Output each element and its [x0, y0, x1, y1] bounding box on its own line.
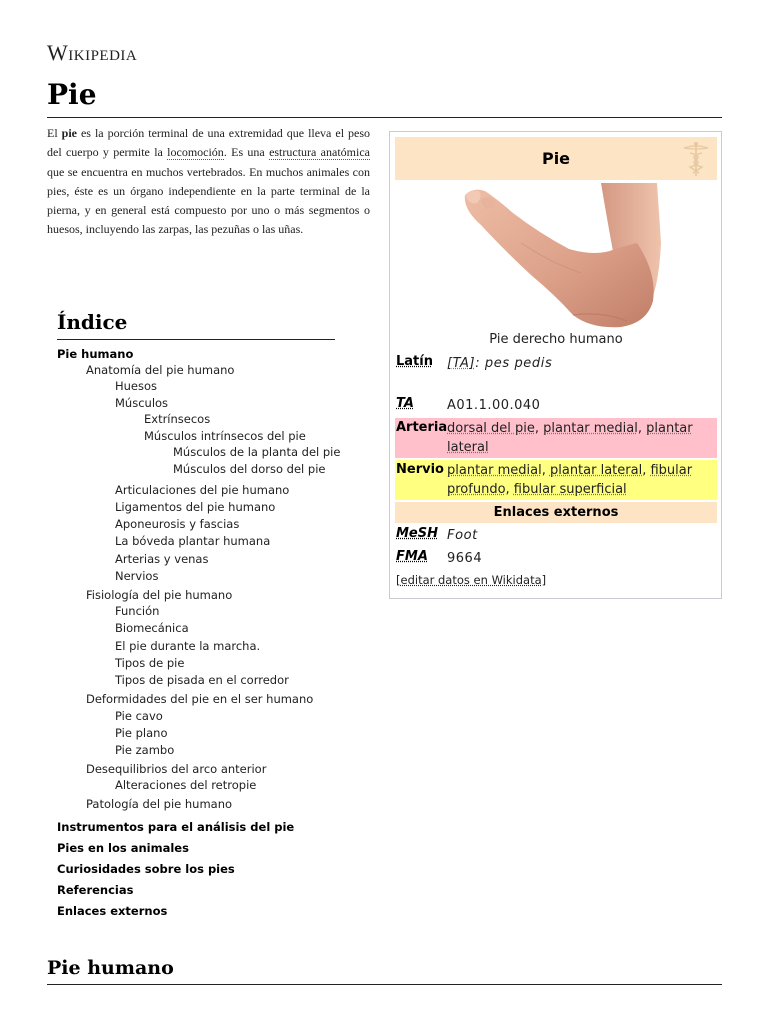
link-fibular-profundo[interactable]: fibular profundo	[447, 463, 693, 497]
title-divider	[47, 117, 722, 118]
row-ta	[395, 396, 717, 417]
toc-title: Índice	[57, 310, 128, 334]
link-fibular-superficial[interactable]: fibular superficial	[513, 482, 627, 497]
infobox-title: Pie	[541, 149, 571, 168]
toc-item[interactable]: Músculos intrínsecos del pie	[144, 429, 306, 443]
toc-item[interactable]: Músculos del dorso del pie	[173, 462, 326, 476]
toc-item[interactable]: Huesos	[115, 379, 158, 393]
intro-text: que se encuentra en muchos vertebrados. En muchos animales con pies, éste es un órgano independiente en la parte terminal de la pierna, y en general está compuesto por uno o más segmentos o huesos, incluyendo las zarpas, las pezuñas o las uñas.	[47, 164, 370, 237]
link-plantar-medial[interactable]: plantar medial	[543, 421, 638, 436]
toc-item[interactable]: Aponeurosis y fascias	[115, 517, 240, 531]
value-ta: A01.1.00.040	[447, 398, 541, 413]
value-fma[interactable]: 9664	[447, 551, 483, 566]
link-ta[interactable]: [TA]	[447, 356, 476, 371]
toc-item[interactable]: Pie zambo	[115, 743, 175, 757]
row-fma	[395, 549, 717, 570]
toc-item[interactable]: Pie humano	[57, 347, 134, 361]
toc-item[interactable]: Nervios	[115, 569, 159, 583]
toc-item[interactable]: Músculos	[115, 396, 169, 410]
value-mesh[interactable]: Foot	[447, 528, 478, 543]
toc-divider	[57, 339, 335, 340]
toc-item[interactable]: Desequilibrios del arco anterior	[86, 762, 267, 776]
foot-image[interactable]	[451, 183, 663, 330]
link-estructura-anatomica[interactable]: estructura anatómica	[269, 145, 370, 160]
link-locomocion[interactable]: locomoción	[167, 145, 224, 160]
toc-item[interactable]: Anatomía del pie humano	[86, 363, 235, 377]
page-title: Pie	[47, 78, 97, 111]
link-plantar-medial[interactable]: plantar medial	[447, 463, 542, 478]
toc-item[interactable]: Función	[115, 604, 160, 618]
row-latin	[395, 354, 717, 394]
toc-item[interactable]: Deformidades del pie en el ser humano	[86, 692, 314, 706]
value-nervio: plantar medial, plantar lateral, fibular profundo, fibular superficial	[447, 463, 693, 497]
bracket: ]	[541, 573, 547, 587]
label-ta[interactable]: TA	[396, 396, 414, 411]
infobox	[389, 131, 722, 599]
label-mesh[interactable]: MeSH	[396, 526, 438, 541]
latin-text: : pes pedis	[475, 356, 553, 371]
row-arteria	[395, 418, 717, 458]
bracket: [	[396, 573, 401, 587]
toc-item[interactable]: Curiosidades sobre los pies	[57, 862, 235, 876]
toc-item[interactable]: Enlaces externos	[57, 904, 168, 918]
caduceus-icon	[681, 141, 711, 177]
value-latin	[447, 354, 713, 373]
toc-item[interactable]: Fisiología del pie humano	[86, 588, 233, 602]
intro-text: . Es una	[223, 145, 270, 160]
value-arteria: dorsal del pie, plantar medial, plantar lateral	[447, 421, 693, 455]
toc-item[interactable]: Referencias	[57, 883, 134, 897]
intro-text: es la porción terminal de una extremidad que lleva el peso del cuerpo y permite la	[47, 126, 370, 160]
toc-item[interactable]: Pie plano	[115, 726, 168, 740]
wikipedia-logo[interactable]: Wikipedia	[47, 40, 138, 65]
edit-wikidata	[396, 573, 546, 587]
image-caption: Pie derecho humano	[489, 332, 623, 347]
external-links-header: Enlaces externos	[395, 502, 717, 523]
toc-item[interactable]: Extrínsecos	[144, 412, 211, 426]
link-plantar-lateral[interactable]: plantar lateral	[447, 421, 693, 455]
toc-item[interactable]: Músculos de la planta del pie	[173, 445, 341, 459]
toc-item[interactable]: Patología del pie humano	[86, 797, 233, 811]
toc-item[interactable]: Pies en los animales	[57, 841, 189, 855]
label-fma[interactable]: FMA	[396, 549, 428, 564]
row-nervio	[395, 460, 717, 500]
label-arteria: Arteria	[396, 420, 448, 435]
edit-wikidata-link[interactable]: editar datos en Wikidata	[400, 573, 542, 587]
intro-bold-term: pie	[61, 126, 77, 140]
toc-item[interactable]: El pie durante la marcha.	[115, 639, 261, 653]
toc-item[interactable]: Tipos de pisada en el corredor	[115, 673, 289, 687]
intro-paragraph	[47, 124, 370, 240]
link-dorsal-del-pie[interactable]: dorsal del pie	[447, 421, 535, 436]
toc-item[interactable]: Tipos de pie	[115, 656, 185, 670]
section-divider	[47, 984, 722, 985]
toc-item[interactable]: Pie cavo	[115, 709, 163, 723]
toc-item[interactable]: La bóveda plantar humana	[115, 534, 271, 548]
row-mesh	[395, 526, 717, 547]
toc-item[interactable]: Arterias y venas	[115, 552, 209, 566]
toc-item[interactable]: Articulaciones del pie humano	[115, 483, 290, 497]
link-plantar-lateral[interactable]: plantar lateral	[549, 463, 643, 478]
infobox-header	[395, 137, 717, 180]
toc-item[interactable]: Biomecánica	[115, 621, 189, 635]
label-latin[interactable]: Latín	[396, 354, 433, 369]
toc-item[interactable]: Alteraciones del retropie	[115, 778, 257, 792]
label-nervio: Nervio	[396, 462, 444, 477]
toc-item[interactable]: Ligamentos del pie humano	[115, 500, 276, 514]
section-title: Pie humano	[47, 957, 174, 979]
intro-text: El	[47, 126, 62, 140]
toc-item[interactable]: Instrumentos para el análisis del pie	[57, 820, 295, 834]
